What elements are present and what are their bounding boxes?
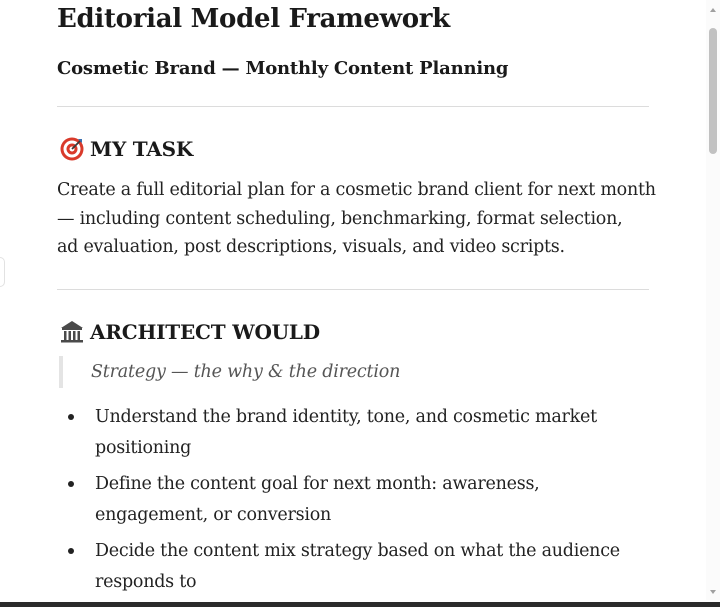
page-subtitle: Cosmetic Brand — Monthly Content Planning (57, 58, 509, 79)
divider (57, 289, 649, 290)
bottom-bar (0, 602, 720, 607)
section-heading-my-task (59, 136, 193, 162)
list-item (57, 469, 657, 531)
section-heading-label: MY TASK (90, 137, 194, 161)
scroll-up-icon[interactable] (710, 8, 716, 12)
task-line: Create a full editorial plan for a cosmetic brand client for next month (57, 180, 656, 200)
task-description (57, 176, 667, 262)
scrollbar-thumb[interactable] (709, 28, 717, 154)
section-heading-label: ARCHITECT WOULD (90, 320, 320, 344)
vertical-scrollbar[interactable] (706, 0, 720, 600)
divider (57, 106, 649, 107)
page-title: Editorial Model Framework (57, 4, 450, 34)
architect-bullet-list (57, 402, 657, 603)
list-item-text: Understand the brand identity, tone, and cosmetic market positioning (95, 407, 597, 458)
strategy-quote: Strategy — the why & the direction (59, 356, 400, 388)
target-icon (59, 136, 85, 162)
task-line: ad evaluation, post descriptions, visuals, and video scripts. (57, 237, 565, 257)
scroll-down-icon[interactable] (710, 590, 716, 594)
classical-building-icon (59, 319, 85, 345)
bullet-dot (68, 414, 74, 420)
side-panel-handle[interactable] (0, 257, 5, 287)
list-item (57, 536, 657, 598)
task-line: — including content scheduling, benchmarking, format selection, (57, 208, 623, 229)
bullet-dot (68, 481, 74, 487)
list-item-text: Define the content goal for next month: awareness, engagement, or conversion (95, 474, 540, 525)
list-item (57, 402, 657, 464)
list-item-text: Decide the content mix strategy based on what the audience responds to (95, 541, 620, 592)
section-heading-architect-would (59, 319, 320, 345)
bullet-dot (68, 548, 74, 554)
